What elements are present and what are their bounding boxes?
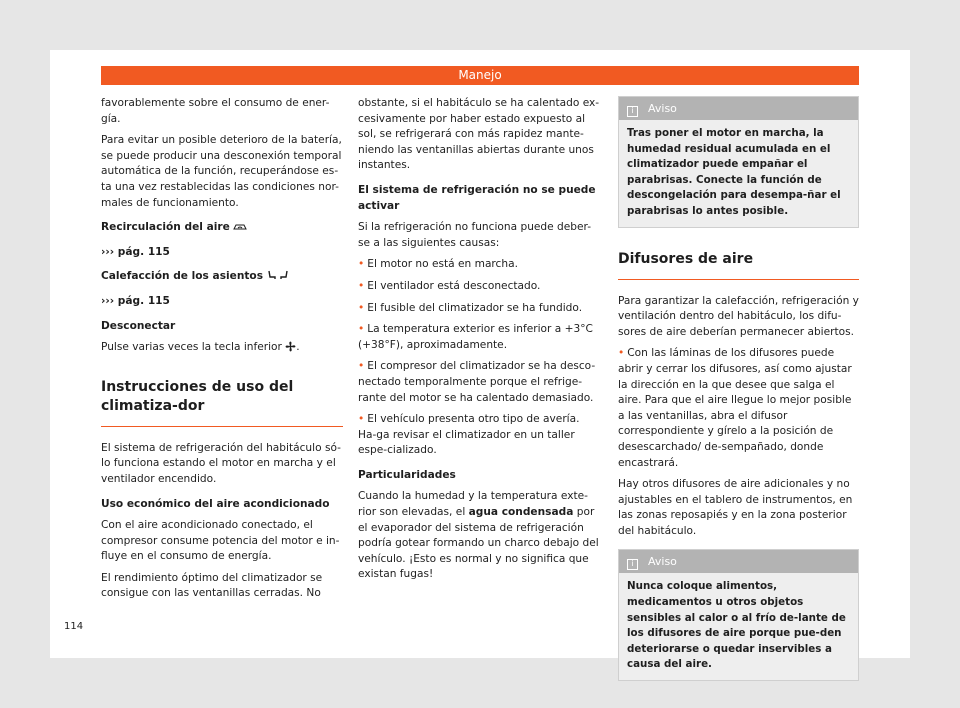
page-reference[interactable]: ››› pág. 115 xyxy=(101,245,170,258)
list-item-text: El ventilador está desconectado. xyxy=(367,279,541,292)
paragraph-text: por el evaporador del sistema de refrigeración podría gotear formando un charco debajo del vehículo. ¡Esto es normal y no significa que existan fugas! xyxy=(358,506,599,581)
list-item xyxy=(358,359,600,406)
list-item-text: El fusible del climatizador se ha fundido. xyxy=(367,301,583,314)
bullet-icon: • xyxy=(358,323,365,336)
page-number: 114 xyxy=(64,621,84,632)
seat-heating-heading xyxy=(101,269,343,285)
paragraph: Para evitar un posible deterioro de la batería, se puede producir una desconexión temporal automática de la función, recuperándose es-ta una vez restablecidas las condiciones nor-males de funcionamiento. xyxy=(101,134,342,209)
disconnect-text-end: . xyxy=(296,341,300,354)
notice-header xyxy=(619,550,858,573)
particularities-heading: Particularidades xyxy=(358,468,456,481)
heated-seat-icon xyxy=(267,270,289,281)
recirculation-heading xyxy=(101,220,343,236)
fan-icon xyxy=(285,341,296,352)
column-middle xyxy=(358,96,600,589)
paragraph: Hay otros difusores de aire adicionales y no ajustables en el tablero de instrumentos, en las zonas reposapiés y en la zona posterior del habitáculo. xyxy=(618,478,853,537)
notice-text: Nunca coloque alimentos, medicamentos u otros objetos sensibles al calor o al frío de-lante de los difusores de aire porque pue-den deteriorarse o quedar inservibles a causa del aire. xyxy=(627,580,846,671)
paragraph xyxy=(358,489,600,583)
fail-heading: El sistema de refrigeración no se puede activar xyxy=(358,183,596,212)
recirculation-car-icon xyxy=(233,222,247,232)
notice-box xyxy=(618,96,859,228)
list-item xyxy=(358,412,600,459)
notice-title: Aviso xyxy=(648,102,677,115)
notice-title: Aviso xyxy=(648,555,677,569)
emphasis-text: agua condensada xyxy=(468,506,574,519)
bullet-icon: • xyxy=(358,279,365,292)
list-item xyxy=(358,301,600,317)
info-icon: i xyxy=(627,106,638,117)
seat-heating-heading-text: Calefacción de los asientos xyxy=(101,270,264,283)
eco-heading: Uso económico del aire acondicionado xyxy=(101,497,330,510)
paragraph: El sistema de refrigeración del habitáculo só-lo funciona estando el motor en marcha y el ventilador encendido. xyxy=(101,441,341,485)
info-icon: i xyxy=(627,559,638,570)
paragraph xyxy=(618,346,859,471)
section-title-diffusers: Difusores de aire xyxy=(618,240,859,280)
header-bar xyxy=(101,66,859,85)
bullet-icon: • xyxy=(618,347,625,360)
recirculation-heading-text: Recirculación del aire xyxy=(101,221,230,234)
list-item xyxy=(358,257,600,273)
paragraph: Con el aire acondicionado conectado, el compresor consume potencia del motor e in-fluye en el consumo de energía. xyxy=(101,519,340,563)
page-reference[interactable]: ››› pág. 115 xyxy=(101,294,170,307)
paragraph-text: Cuando la humedad y la temperatura exte-rior son elevadas, el xyxy=(358,490,588,519)
column-left xyxy=(101,96,343,608)
paragraph: favorablemente sobre el consumo de ener-gía. xyxy=(101,97,330,125)
header-title: Manejo xyxy=(458,68,502,82)
bullet-icon: • xyxy=(358,413,365,426)
disconnect-text xyxy=(101,340,343,356)
list-item-text: El vehículo presenta otro tipo de avería. Ha-ga revisar el climatizador en un taller espe-cializado. xyxy=(358,413,580,457)
notice-box xyxy=(618,549,859,681)
disconnect-heading: Desconectar xyxy=(101,319,176,332)
disconnect-text-body: Pulse varias veces la tecla inferior xyxy=(101,341,282,354)
paragraph: El rendimiento óptimo del climatizador se consigue con las ventanillas cerradas. No xyxy=(101,571,323,600)
notice-header xyxy=(619,97,858,120)
paragraph: Para garantizar la calefacción, refrigeración y ventilación dentro del habitáculo, los difu-sores de aire deberían permanecer abiertos. xyxy=(618,294,859,338)
section-title-climate: Instrucciones de uso del climatiza-dor xyxy=(101,368,343,427)
paragraph: Si la refrigeración no funciona puede deber-se a las siguientes causas: xyxy=(358,221,592,249)
paragraph: obstante, si el habitáculo se ha calentado ex-cesivamente por haber estado expuesto al sol, se refrigerará con más rapidez mante-niendo las ventanillas abiertas durante unos instantes. xyxy=(358,97,600,172)
list-item-text: El compresor del climatizador se ha desco-nectado temporalmente porque el refrige-rante del motor se ha calentado demasiado. xyxy=(358,360,596,404)
notice-text: Tras poner el motor en marcha, la humedad residual acumulada en el climatizador puede empañar el parabrisas. Conecte la función de descongelación para desempa-ñar el parabrisas lo antes posible. xyxy=(627,127,841,217)
bullet-icon: • xyxy=(358,301,365,314)
column-right xyxy=(618,96,859,689)
bullet-icon: • xyxy=(358,360,365,373)
paragraph-text: Con las láminas de los difusores puede abrir y cerrar los difusores, así como ajustar la dirección en la que desee que salga el aire. Para que el aire llegue lo mejor posible a las ventanillas, abra el difusor correspondiente y gírelo a la posición de desescarchado/ de-sempañado, donde encastrará. xyxy=(618,347,852,469)
list-item xyxy=(358,322,600,353)
bullet-icon: • xyxy=(358,258,365,271)
manual-page xyxy=(50,50,910,671)
list-item xyxy=(358,279,600,295)
list-item-text: El motor no está en marcha. xyxy=(367,258,518,271)
list-item-text: La temperatura exterior es inferior a +3°C (+38°F), aproximadamente. xyxy=(358,323,593,351)
